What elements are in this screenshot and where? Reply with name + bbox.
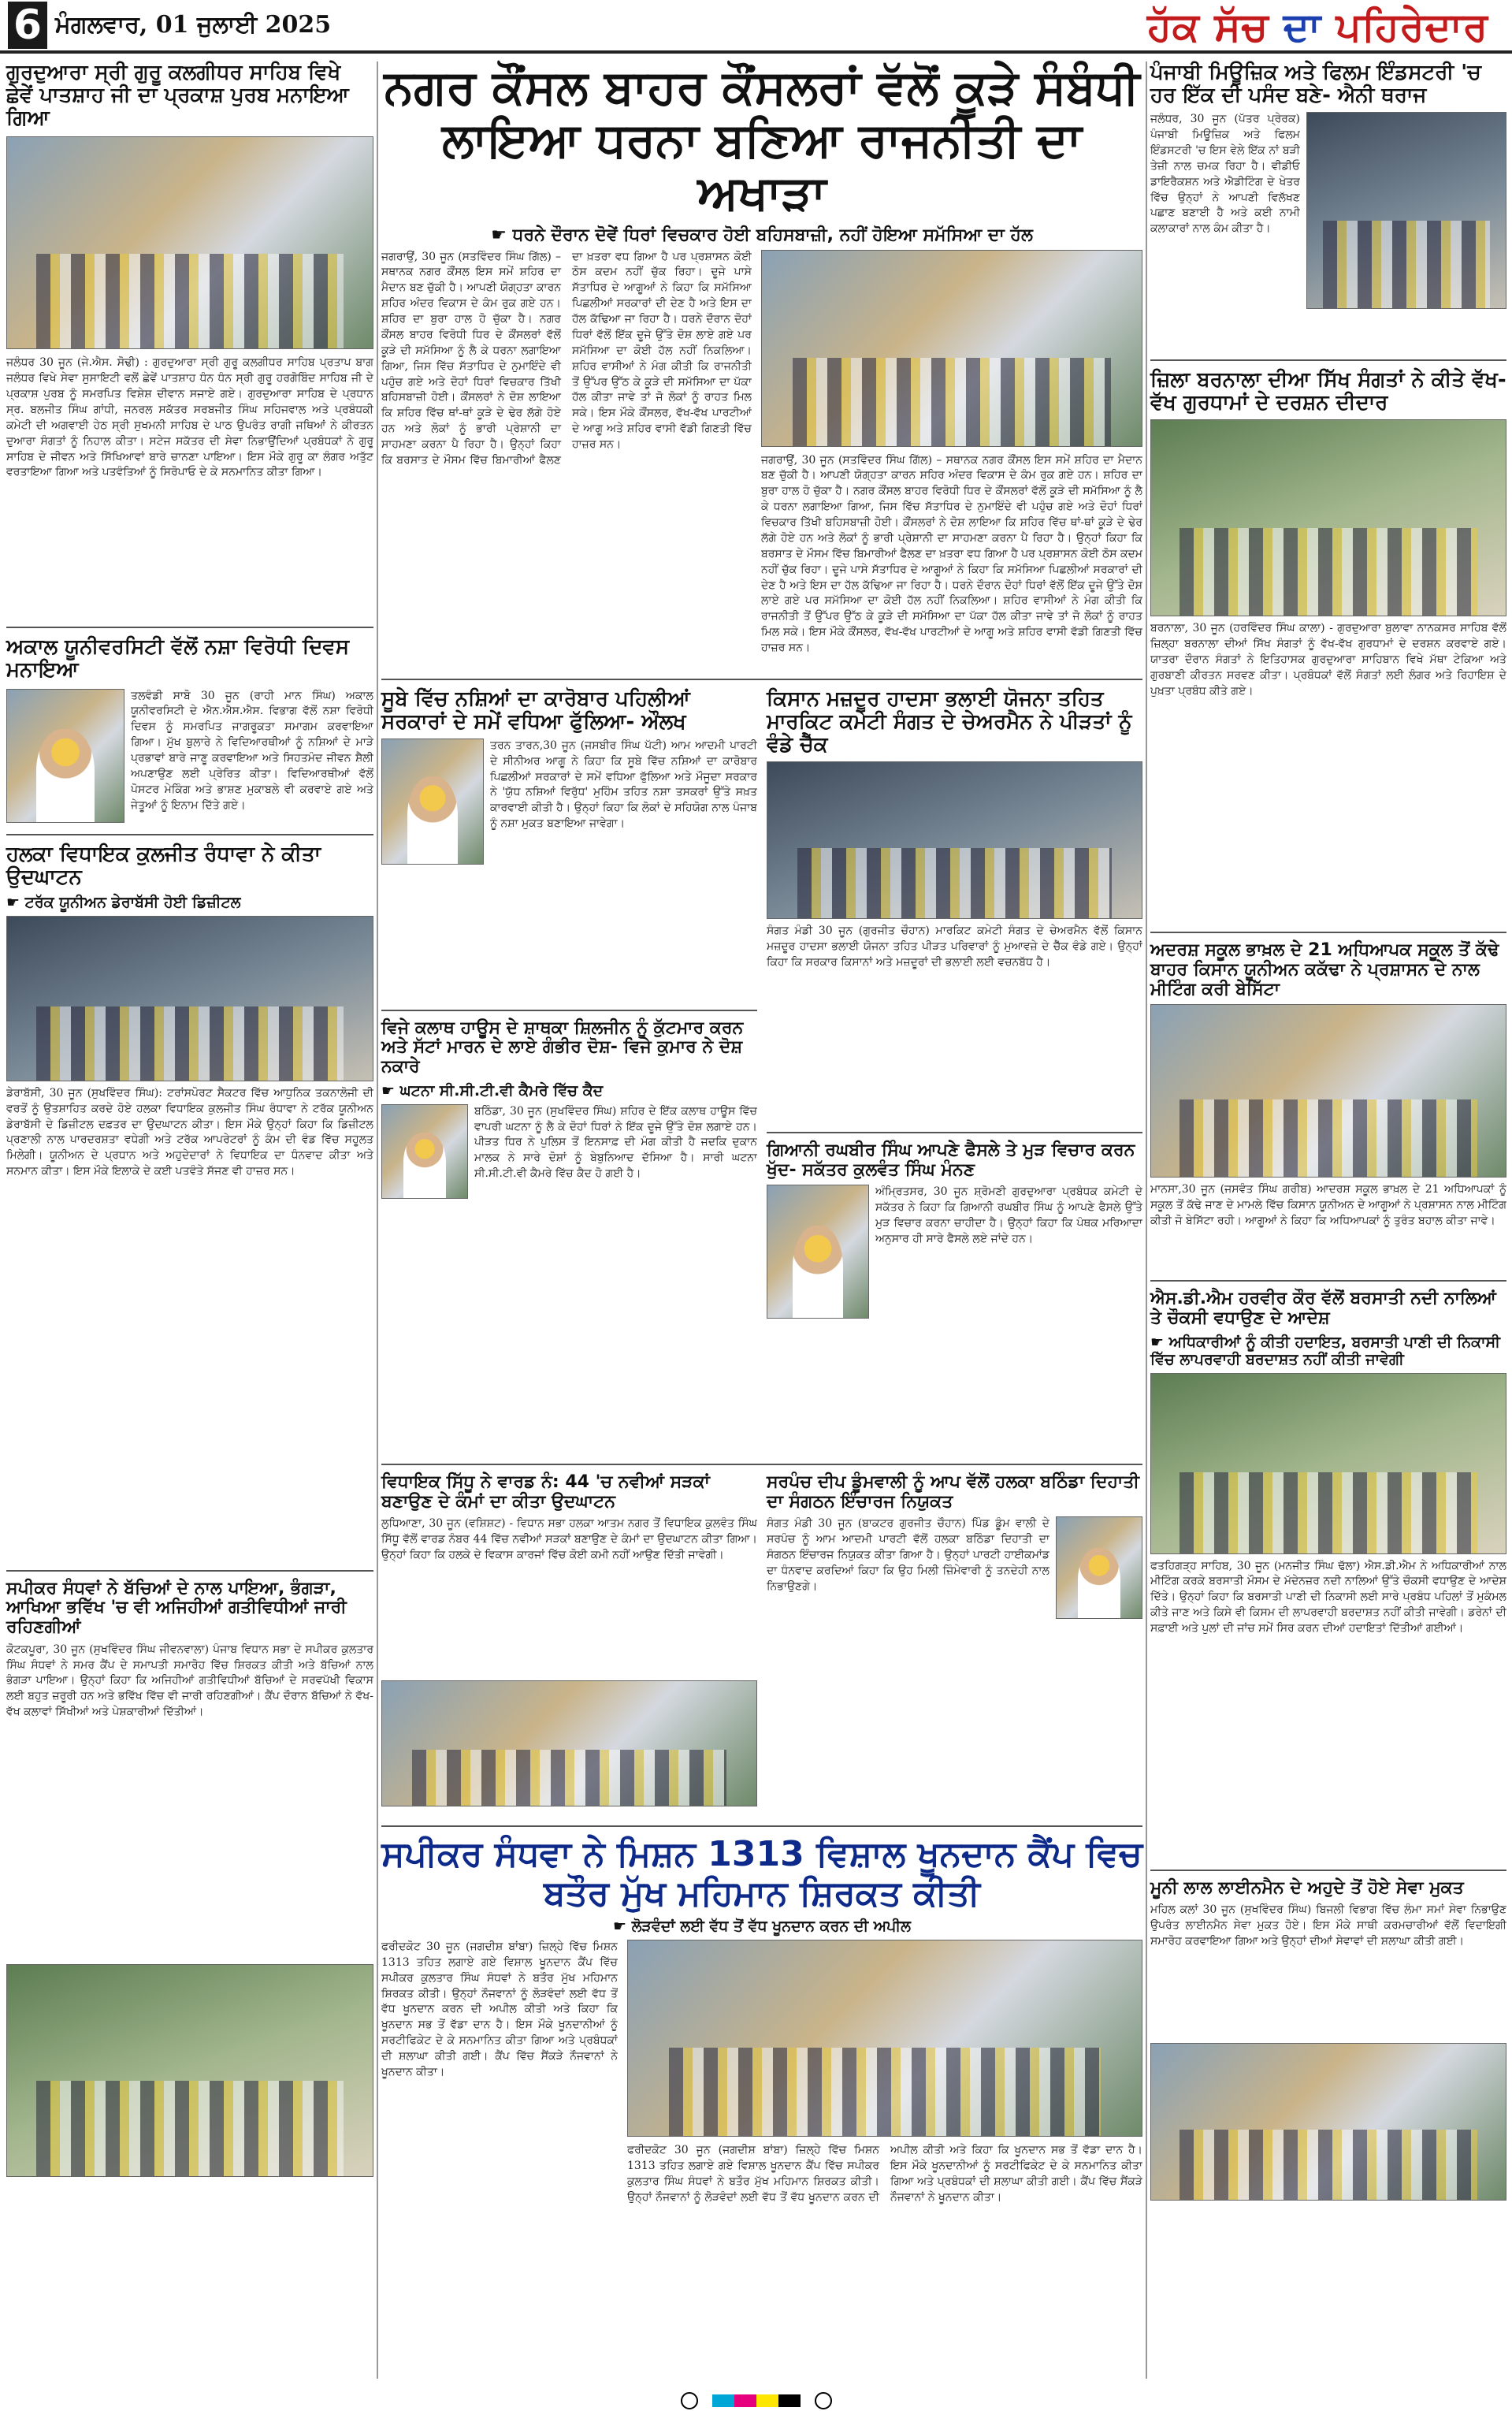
photo-gurdwara-event	[6, 136, 373, 349]
article-body: ਤਰਨ ਤਾਰਨ,30 ਜੂਨ (ਜਸਬੀਰ ਸਿੰਘ ਪੱਟੀ) ਆਮ ਆਦਮੀ ਪਾਰਟੀ ਦੇ ਸੀਨੀਅਰ ਆਗੂ ਨੇ ਕਿਹਾ ਕਿ ਸੂਬੇ ਵਿੱਚ ਨਸ਼ਿਆਂ ਦਾ ਕਾਰੋਬਾਰ ਪਿਛਲੀਆਂ ਸਰਕਾਰਾਂ ਦੇ ਸਮੇਂ ਵਧਿਆ ਫੁੱਲਿਆ ਅਤੇ ਮੌਜੂਦਾ ਸਰਕਾਰ ਨੇ 'ਯੁੱਧ ਨਸ਼ਿਆਂ ਵਿਰੁੱਧ' ਮੁਹਿੰਮ ਤਹਿਤ ਨਸ਼ਾ ਤਸਕਰਾਂ ਉੱਤੇ ਸਖ਼ਤ ਕਾਰਵਾਈ ਕੀਤੀ ਹੈ। ਉਨ੍ਹਾਂ ਕਿਹਾ ਕਿ ਲੋਕਾਂ ਦੇ ਸਹਿਯੋਗ ਨਾਲ ਪੰਜਾਬ ਨੂੰ ਨਸ਼ਾ ਮੁਕਤ ਬਣਾਇਆ ਜਾਵੇਗਾ।	[490, 739, 757, 831]
article-drugs	[381, 688, 757, 999]
divider	[381, 1464, 1142, 1465]
article-body: ਮਹਿਲ ਕਲਾਂ 30 ਜੂਨ (ਸੁਖਵਿੰਦਰ ਸਿੰਘ) ਬਿਜਲੀ ਵਿਭਾਗ ਵਿੱਚ ਲੰਮਾ ਸਮਾਂ ਸੇਵਾ ਨਿਭਾਉਣ ਉਪਰੰਤ ਲਾਈਨਮੈਨ ਸੇਵਾ ਮੁਕਤ ਹੋਏ। ਇਸ ਮੌਕੇ ਸਾਥੀ ਕਰਮਚਾਰੀਆਂ ਵੱਲੋਂ ਵਿਦਾਇਗੀ ਸਮਾਰੋਹ ਕਰਵਾਇਆ ਗਿਆ ਅਤੇ ਉਨ੍ਹਾਂ ਦੀਆਂ ਸੇਵਾਵਾਂ ਦੀ ਸ਼ਲਾਘਾ ਕੀਤੀ ਗਈ।	[1150, 1903, 1506, 1948]
article-cloth-house	[381, 1019, 757, 1435]
headline: ਜ਼ਿਲਾ ਬਰਨਾਲਾ ਦੀਆ ਸਿੱਖ ਸੰਗਤਾਂ ਨੇ ਕੀਤੇ ਵੱਖ- ਵੱਖ ਗੁਰਧਾਮਾਂ ਦੇ ਦਰਸ਼ਨ ਦੀਦਾਰ	[1150, 368, 1506, 415]
newspaper-logo	[1147, 3, 1488, 50]
right-column	[1150, 61, 1506, 2212]
photo-farewell	[1150, 2043, 1506, 2201]
divider	[1150, 1870, 1506, 1871]
masthead	[0, 0, 1512, 54]
article-body: ਕੋਟਕਪੂਰਾ, 30 ਜੂਨ (ਸੁਖਵਿੰਦਰ ਸਿੰਘ ਜੀਵਨਵਾਲਾ) ਪੰਜਾਬ ਵਿਧਾਨ ਸਭਾ ਦੇ ਸਪੀਕਰ ਕੁਲਤਾਰ ਸਿੰਘ ਸੰਧਵਾਂ ਨੇ ਸਮਰ ਕੈਂਪ ਦੇ ਸਮਾਪਤੀ ਸਮਾਰੋਹ ਵਿੱਚ ਸ਼ਿਰਕਤ ਕੀਤੀ ਅਤੇ ਬੱਚਿਆਂ ਨਾਲ ਭੰਗੜਾ ਪਾਇਆ। ਉਨ੍ਹਾਂ ਕਿਹਾ ਕਿ ਅਜਿਹੀਆਂ ਗਤੀਵਿਧੀਆਂ ਬੱਚਿਆਂ ਦੇ ਸਰਵਪੱਖੀ ਵਿਕਾਸ ਲਈ ਬਹੁਤ ਜ਼ਰੂਰੀ ਹਨ ਅਤੇ ਭਵਿੱਖ ਵਿੱਚ ਵੀ ਜਾਰੀ ਰਹਿਣਗੀਆਂ। ਕੈਂਪ ਦੌਰਾਨ ਬੱਚਿਆਂ ਨੇ ਵੱਖ-ਵੱਖ ਕਲਾਵਾਂ ਸਿੱਖੀਆਂ ਅਤੇ ਪੇਸ਼ਕਾਰੀਆਂ ਦਿੱਤੀਆਂ।	[6, 1643, 373, 1719]
article-lineman-retirement	[1150, 1879, 1506, 2201]
registration-mark-icon	[681, 2392, 698, 2409]
article-ward-44-roads	[381, 1473, 757, 1806]
article-gurdwara	[6, 61, 373, 616]
middle-column	[381, 61, 1142, 2321]
article-barnala-pilgrimage	[1150, 369, 1506, 921]
article-body: ਫਤਹਿਗੜ੍ਹ ਸਾਹਿਬ, 30 ਜੂਨ (ਮਨਜੀਤ ਸਿੰਘ ਢੱਲਾ) ਐਸ.ਡੀ.ਐਮ ਨੇ ਅਧਿਕਾਰੀਆਂ ਨਾਲ ਮੀਟਿੰਗ ਕਰਕੇ ਬਰਸਾਤੀ ਮੌਸਮ ਦੇ ਮੱਦੇਨਜ਼ਰ ਨਦੀ ਨਾਲਿਆਂ ਉੱਤੇ ਚੌਕਸੀ ਵਧਾਉਣ ਦੇ ਆਦੇਸ਼ ਦਿੱਤੇ। ਉਨ੍ਹਾਂ ਕਿਹਾ ਕਿ ਬਰਸਾਤੀ ਪਾਣੀ ਦੀ ਨਿਕਾਸੀ ਲਈ ਸਾਰੇ ਪ੍ਰਬੰਧ ਪਹਿਲਾਂ ਤੋਂ ਮੁਕੰਮਲ ਕੀਤੇ ਜਾਣ ਅਤੇ ਕਿਸੇ ਵੀ ਕਿਸਮ ਦੀ ਲਾਪਰਵਾਹੀ ਬਰਦਾਸ਼ਤ ਨਹੀਂ ਕੀਤੀ ਜਾਵੇਗੀ। ਡਰੇਨਾਂ ਦੀ ਸਫ਼ਾਈ ਅਤੇ ਪੁਲਾਂ ਦੀ ਜਾਂਚ ਸਮੇਂ ਸਿਰ ਕਰਨ ਦੀਆਂ ਹਦਾਇਤਾਂ ਦਿੱਤੀਆਂ ਗਈਆਂ।	[1150, 1559, 1506, 1635]
left-column	[6, 61, 373, 2188]
article-body: ਜਗਰਾਉਂ, 30 ਜੂਨ (ਸਤਵਿੰਦਰ ਸਿੰਘ ਗਿੱਲ) – ਸਥਾਨਕ ਨਗਰ ਕੌਂਸਲ ਇਸ ਸਮੇਂ ਸ਼ਹਿਰ ਦਾ ਮੈਦਾਨ ਬਣ ਚੁੱਕੀ ਹੈ। ਆਪਣੀ ਯੋਗ੍ਹਤਾ ਕਾਰਨ ਸ਼ਹਿਰ ਅੰਦਰ ਵਿਕਾਸ ਦੇ ਕੰਮ ਰੁਕ ਗਏ ਹਨ। ਸ਼ਹਿਰ ਦਾ ਬੁਰਾ ਹਾਲ ਹੋ ਚੁੱਕਾ ਹੈ। ਨਗਰ ਕੌਂਸਲ ਬਾਹਰ ਵਿਰੋਧੀ ਧਿਰ ਦੇ ਕੌਂਸਲਰਾਂ ਵੱਲੋਂ ਕੂੜੇ ਦੀ ਸਮੱਸਿਆ ਨੂੰ ਲੈ ਕੇ ਧਰਨਾ ਲਗਾਇਆ ਗਿਆ, ਜਿਸ ਵਿੱਚ ਸੱਤਾਧਿਰ ਦੇ ਨੁਮਾਇੰਦੇ ਵੀ ਪਹੁੰਚ ਗਏ ਅਤੇ ਦੋਹਾਂ ਧਿਰਾਂ ਵਿਚਕਾਰ ਤਿੱਖੀ ਬਹਿਸਬਾਜ਼ੀ ਹੋਈ। ਕੌਂਸਲਰਾਂ ਨੇ ਦੋਸ਼ ਲਾਇਆ ਕਿ ਸ਼ਹਿਰ ਵਿੱਚ ਥਾਂ-ਥਾਂ ਕੂੜੇ ਦੇ ਢੇਰ ਲੱਗੇ ਹੋਏ ਹਨ ਅਤੇ ਲੋਕਾਂ ਨੂੰ ਭਾਰੀ ਪ੍ਰੇਸ਼ਾਨੀ ਦਾ ਸਾਹਮਣਾ ਕਰਨਾ ਪੈ ਰਿਹਾ ਹੈ। ਉਨ੍ਹਾਂ ਕਿਹਾ ਕਿ ਬਰਸਾਤ ਦੇ ਮੌਸਮ ਵਿੱਚ ਬਿਮਾਰੀਆਂ ਫੈਲਣ ਦਾ ਖ਼ਤਰਾ ਵਧ ਗਿਆ ਹੈ ਪਰ ਪ੍ਰਸ਼ਾਸਨ ਕੋਈ ਠੋਸ ਕਦਮ ਨਹੀਂ ਚੁੱਕ ਰਿਹਾ। ਦੂਜੇ ਪਾਸੇ ਸੱਤਾਧਿਰ ਦੇ ਆਗੂਆਂ ਨੇ ਕਿਹਾ ਕਿ ਸਮੱਸਿਆ ਪਿਛਲੀਆਂ ਸਰਕਾਰਾਂ ਦੀ ਦੇਣ ਹੈ ਅਤੇ ਇਸ ਦਾ ਹੱਲ ਕੱਢਿਆ ਜਾ ਰਿਹਾ ਹੈ। ਧਰਨੇ ਦੌਰਾਨ ਦੋਹਾਂ ਧਿਰਾਂ ਵੱਲੋਂ ਇੱਕ ਦੂਜੇ ਉੱਤੇ ਦੋਸ਼ ਲਾਏ ਗਏ ਪਰ ਸਮੱਸਿਆ ਦਾ ਕੋਈ ਹੱਲ ਨਹੀਂ ਨਿਕਲਿਆ। ਸ਼ਹਿਰ ਵਾਸੀਆਂ ਨੇ ਮੰਗ ਕੀਤੀ ਕਿ ਰਾਜਨੀਤੀ ਤੋਂ ਉੱਪਰ ਉੱਠ ਕੇ ਕੂੜੇ ਦੀ ਸਮੱਸਿਆ ਦਾ ਪੱਕਾ ਹੱਲ ਕੀਤਾ ਜਾਵੇ ਤਾਂ ਜੋ ਲੋਕਾਂ ਨੂੰ ਰਾਹਤ ਮਿਲ ਸਕੇ। ਇਸ ਮੌਕੇ ਕੌਂਸਲਰ, ਵੱਖ-ਵੱਖ ਪਾਰਟੀਆਂ ਦੇ ਆਗੂ ਅਤੇ ਸ਼ਹਿਰ ਵਾਸੀ ਵੱਡੀ ਗਿਣਤੀ ਵਿੱਚ ਹਾਜ਼ਰ ਸਨ।	[381, 250, 752, 467]
headline: ਸਪੀਕਰ ਸੰਧਵਾ ਨੇ ਮਿਸ਼ਨ 1313 ਵਿਸ਼ਾਲ ਖੂਨਦਾਨ ਕੈਂਪ ਵਿਚ ਬਤੌਰ ਮੁੱਖ ਮਹਿਮਾਨ ਸ਼ਿਰਕਤ ਕੀਤੀ	[381, 1834, 1142, 1914]
subheadline: ☛ ਟਰੱਕ ਯੂਨੀਅਨ ਡੇਰਾਬੱਸੀ ਹੋਈ ਡਿਜ਼ੀਟਲ	[6, 894, 373, 911]
registration-mark-icon	[815, 2392, 832, 2409]
photo-complainant	[381, 1104, 468, 1199]
article-body: ਬਰਨਾਲਾ, 30 ਜੂਨ (ਹਰਵਿੰਦਰ ਸਿੰਘ ਕਾਲਾ) - ਗੁਰਦੁਆਰਾ ਬੁਲਾਵਾ ਨਾਨਕਸਰ ਸਾਹਿਬ ਵੱਲੋਂ ਜ਼ਿਲ੍ਹਾ ਬਰਨਾਲਾ ਦੀਆਂ ਸਿੱਖ ਸੰਗਤਾਂ ਨੂੰ ਵੱਖ-ਵੱਖ ਗੁਰਧਾਮਾਂ ਦੇ ਦਰਸ਼ਨ ਕਰਵਾਏ ਗਏ। ਯਾਤਰਾ ਦੌਰਾਨ ਸੰਗਤਾਂ ਨੇ ਇਤਿਹਾਸਕ ਗੁਰਦੁਆਰਾ ਸਾਹਿਬਾਨ ਵਿਖੇ ਮੱਥਾ ਟੇਕਿਆ ਅਤੇ ਗੁਰਬਾਣੀ ਕੀਰਤਨ ਸਰਵਣ ਕੀਤਾ। ਪ੍ਰਬੰਧਕਾਂ ਵੱਲੋਂ ਸੰਗਤਾਂ ਲਈ ਲੰਗਰ ਅਤੇ ਰਿਹਾਇਸ਼ ਦੇ ਪੁਖ਼ਤਾ ਪ੍ਰਬੰਧ ਕੀਤੇ ਗਏ।	[1150, 622, 1506, 698]
article-body: ਅੰਮ੍ਰਿਤਸਰ, 30 ਜੂਨ ਸ਼੍ਰੋਮਣੀ ਗੁਰਦੁਆਰਾ ਪ੍ਰਬੰਧਕ ਕਮੇਟੀ ਦੇ ਸਕੱਤਰ ਨੇ ਕਿਹਾ ਕਿ ਗਿਆਨੀ ਰਘਬੀਰ ਸਿੰਘ ਨੂੰ ਆਪਣੇ ਫੈਸਲੇ ਉੱਤੇ ਮੁੜ ਵਿਚਾਰ ਕਰਨਾ ਚਾਹੀਦਾ ਹੈ। ਉਨ੍ਹਾਂ ਕਿਹਾ ਕਿ ਪੰਥਕ ਮਰਿਆਦਾ ਅਨੁਸਾਰ ਹੀ ਸਾਰੇ ਫੈਸਲੇ ਲਏ ਜਾਂਦੇ ਹਨ।	[875, 1185, 1142, 1245]
article-body: ਜਲੰਧਰ, 30 ਜੂਨ (ਪੱਤਰ ਪ੍ਰੇਰਕ) ਪੰਜਾਬੀ ਮਿਊਜ਼ਿਕ ਅਤੇ ਫਿਲਮ ਇੰਡਸਟਰੀ 'ਚ ਇਸ ਵੇਲੇ ਇੱਕ ਨਾਂ ਬੜੀ ਤੇਜ਼ੀ ਨਾਲ ਚਮਕ ਰਿਹਾ ਹੈ। ਵੀਡੀਓ ਡਾਇਰੈਕਸ਼ਨ ਅਤੇ ਐਡੀਟਿੰਗ ਦੇ ਖੇਤਰ ਵਿੱਚ ਉਨ੍ਹਾਂ ਨੇ ਆਪਣੀ ਵਿਲੱਖਣ ਪਛਾਣ ਬਣਾਈ ਹੈ ਅਤੇ ਕਈ ਨਾਮੀ ਕਲਾਕਾਰਾਂ ਨਾਲ ਕੰਮ ਕੀਤਾ ਹੈ।	[1150, 113, 1300, 236]
photo-cheque-distribution	[767, 761, 1142, 919]
headline: ਗਿਆਨੀ ਰਘਬੀਰ ਸਿੰਘ ਆਪਣੇ ਫੈਸਲੇ ਤੇ ਮੁੜ ਵਿਚਾਰ ਕਰਨ ਖੁੱਦ- ਸਕੱਤਰ ਕੁਲਵੰਤ ਸਿੰਘ ਮੰਨਣ	[767, 1140, 1135, 1180]
article-farmer-cheques	[767, 688, 1142, 1121]
photo-kulwant-singh	[767, 1185, 869, 1319]
subheadline: ☛ ਘਟਨਾ ਸੀ.ਸੀ.ਟੀ.ਵੀ ਕੈਮਰੇ ਵਿੱਚ ਕੈਦ	[381, 1082, 757, 1099]
article-body: ਜਲੰਧਰ 30 ਜੂਨ (ਜੇ.ਐਸ. ਸੋਢੀ) : ਗੁਰਦੁਆਰਾ ਸ੍ਰੀ ਗੁਰੂ ਕਲਗੀਧਰ ਸਾਹਿਬ ਪ੍ਰਤਾਪ ਬਾਗ ਜਲੰਧਰ ਵਿਖੇ ਸੇਵਾ ਸੁਸਾਇਟੀ ਵਲੋਂ ਛੇਵੇਂ ਪਾਤਸ਼ਾਹ ਧੰਨ ਧੰਨ ਸ੍ਰੀ ਗੁਰੂ ਹਰਗੋਬਿੰਦ ਸਾਹਿਬ ਜੀ ਦੇ ਪ੍ਰਕਾਸ਼ ਪੁਰਬ ਨੂੰ ਸਮਰਪਿਤ ਵਿਸ਼ੇਸ਼ ਦੀਵਾਨ ਸਜਾਏ ਗਏ। ਗੁਰਦੁਆਰਾ ਸਾਹਿਬ ਦੇ ਪ੍ਰਧਾਨ ਸ੍ਰ. ਬਲਜੀਤ ਸਿੰਘ ਗਾਂਧੀ, ਜਨਰਲ ਸਕੱਤਰ ਸਰਬਜੀਤ ਸਿੰਘ ਸਹਿਜਵਾਲ ਅਤੇ ਪ੍ਰਬੰਧਕੀ ਕਮੇਟੀ ਦੀ ਅਗਵਾਈ ਹੇਠ ਸ੍ਰੀ ਸੁਖਮਨੀ ਸਾਹਿਬ ਦੇ ਪਾਠ ਉਪਰੰਤ ਰਾਗੀ ਜਥਿਆਂ ਨੇ ਕੀਰਤਨ ਦੁਆਰਾ ਸੰਗਤਾਂ ਨੂੰ ਨਿਹਾਲ ਕੀਤਾ। ਸਟੇਜ ਸਕੱਤਰ ਦੀ ਸੇਵਾ ਨਿਭਾਉਂਦਿਆਂ ਪ੍ਰਬੰਧਕਾਂ ਨੇ ਗੁਰੂ ਸਾਹਿਬ ਦੇ ਜੀਵਨ ਅਤੇ ਸਿੱਖਿਆਵਾਂ ਬਾਰੇ ਚਾਨਣਾ ਪਾਇਆ। ਇਸ ਮੌਕੇ ਗੁਰੂ ਕਾ ਲੰਗਰ ਅਤੁੱਟ ਵਰਤਾਇਆ ਗਿਆ ਅਤੇ ਪਤਵੰਤਿਆਂ ਨੂੰ ਸਿਰੋਪਾਓ ਦੇ ਕੇ ਸਨਮਾਨਿਤ ਕੀਤਾ ਗਿਆ।	[6, 356, 373, 479]
article-giani-raghbir	[767, 1141, 1142, 1445]
article-body: ਡੇਰਾਬੱਸੀ, 30 ਜੂਨ (ਸੁਖਵਿੰਦਰ ਸਿੰਘ): ਟਰਾਂਸਪੋਰਟ ਸੈਕਟਰ ਵਿੱਚ ਆਧੁਨਿਕ ਤਕਨਾਲੋਜੀ ਦੀ ਵਰਤੋਂ ਨੂੰ ਉਤਸ਼ਾਹਿਤ ਕਰਦੇ ਹੋਏ ਹਲਕਾ ਵਿਧਾਇਕ ਕੁਲਜੀਤ ਸਿੰਘ ਰੰਧਾਵਾ ਨੇ ਟਰੱਕ ਯੂਨੀਅਨ ਡੇਰਾਬੱਸੀ ਦੇ ਡਿਜ਼ੀਟਲ ਦਫ਼ਤਰ ਦਾ ਉਦਘਾਟਨ ਕੀਤਾ। ਇਸ ਮੌਕੇ ਉਨ੍ਹਾਂ ਕਿਹਾ ਕਿ ਡਿਜ਼ੀਟਲ ਪ੍ਰਣਾਲੀ ਨਾਲ ਪਾਰਦਰਸ਼ਤਾ ਵਧੇਗੀ ਅਤੇ ਟਰੱਕ ਆਪਰੇਟਰਾਂ ਨੂੰ ਕੰਮ ਦੀ ਵੰਡ ਵਿੱਚ ਸਹੂਲਤ ਮਿਲੇਗੀ। ਯੂਨੀਅਨ ਦੇ ਪ੍ਰਧਾਨ ਅਤੇ ਅਹੁਦੇਦਾਰਾਂ ਨੇ ਵਿਧਾਇਕ ਦਾ ਧੰਨਵਾਦ ਕੀਤਾ ਅਤੇ ਸਨਮਾਨ ਕੀਤਾ। ਇਸ ਮੌਕੇ ਇਲਾਕੇ ਦੇ ਕਈ ਪਤਵੰਤੇ ਸੱਜਣ ਵੀ ਹਾਜ਼ਰ ਸਨ।	[6, 1086, 373, 1178]
photo-drain-inspection	[1150, 1373, 1506, 1554]
brand-left: ਹੱਕ ਸੱਚ	[1147, 3, 1284, 50]
headline: ਸਰਪੰਚ ਦੀਪ ਡੂੰਮਵਾਲੀ ਨੂੰ ਆਪ ਵੱਲੋਂ ਹਲਕਾ ਬਠਿੰਡਾ ਦਿਹਾਤੀ ਦਾ ਸੰਗਠਨ ਇੰਚਾਰਜ ਨਿਯੁਕਤ	[767, 1472, 1140, 1512]
color-swatch-magenta	[734, 2394, 756, 2407]
photo-blood-camp	[627, 1940, 1142, 2137]
photo-sangat-group	[1150, 419, 1506, 616]
article-body-continued: ਜਗਰਾਉਂ, 30 ਜੂਨ (ਸਤਵਿੰਦਰ ਸਿੰਘ ਗਿੱਲ) – ਸਥਾਨਕ ਨਗਰ ਕੌਂਸਲ ਇਸ ਸਮੇਂ ਸ਼ਹਿਰ ਦਾ ਮੈਦਾਨ ਬਣ ਚੁੱਕੀ ਹੈ। ਆਪਣੀ ਯੋਗ੍ਹਤਾ ਕਾਰਨ ਸ਼ਹਿਰ ਅੰਦਰ ਵਿਕਾਸ ਦੇ ਕੰਮ ਰੁਕ ਗਏ ਹਨ। ਸ਼ਹਿਰ ਦਾ ਬੁਰਾ ਹਾਲ ਹੋ ਚੁੱਕਾ ਹੈ। ਨਗਰ ਕੌਂਸਲ ਬਾਹਰ ਵਿਰੋਧੀ ਧਿਰ ਦੇ ਕੌਂਸਲਰਾਂ ਵੱਲੋਂ ਕੂੜੇ ਦੀ ਸਮੱਸਿਆ ਨੂੰ ਲੈ ਕੇ ਧਰਨਾ ਲਗਾਇਆ ਗਿਆ, ਜਿਸ ਵਿੱਚ ਸੱਤਾਧਿਰ ਦੇ ਨੁਮਾਇੰਦੇ ਵੀ ਪਹੁੰਚ ਗਏ ਅਤੇ ਦੋਹਾਂ ਧਿਰਾਂ ਵਿਚਕਾਰ ਤਿੱਖੀ ਬਹਿਸਬਾਜ਼ੀ ਹੋਈ। ਕੌਂਸਲਰਾਂ ਨੇ ਦੋਸ਼ ਲਾਇਆ ਕਿ ਸ਼ਹਿਰ ਵਿੱਚ ਥਾਂ-ਥਾਂ ਕੂੜੇ ਦੇ ਢੇਰ ਲੱਗੇ ਹੋਏ ਹਨ ਅਤੇ ਲੋਕਾਂ ਨੂੰ ਭਾਰੀ ਪ੍ਰੇਸ਼ਾਨੀ ਦਾ ਸਾਹਮਣਾ ਕਰਨਾ ਪੈ ਰਿਹਾ ਹੈ। ਉਨ੍ਹਾਂ ਕਿਹਾ ਕਿ ਬਰਸਾਤ ਦੇ ਮੌਸਮ ਵਿੱਚ ਬਿਮਾਰੀਆਂ ਫੈਲਣ ਦਾ ਖ਼ਤਰਾ ਵਧ ਗਿਆ ਹੈ ਪਰ ਪ੍ਰਸ਼ਾਸਨ ਕੋਈ ਠੋਸ ਕਦਮ ਨਹੀਂ ਚੁੱਕ ਰਿਹਾ। ਦੂਜੇ ਪਾਸੇ ਸੱਤਾਧਿਰ ਦੇ ਆਗੂਆਂ ਨੇ ਕਿਹਾ ਕਿ ਸਮੱਸਿਆ ਪਿਛਲੀਆਂ ਸਰਕਾਰਾਂ ਦੀ ਦੇਣ ਹੈ ਅਤੇ ਇਸ ਦਾ ਹੱਲ ਕੱਢਿਆ ਜਾ ਰਿਹਾ ਹੈ। ਧਰਨੇ ਦੌਰਾਨ ਦੋਹਾਂ ਧਿਰਾਂ ਵੱਲੋਂ ਇੱਕ ਦੂਜੇ ਉੱਤੇ ਦੋਸ਼ ਲਾਏ ਗਏ ਪਰ ਸਮੱਸਿਆ ਦਾ ਕੋਈ ਹੱਲ ਨਹੀਂ ਨਿਕਲਿਆ। ਸ਼ਹਿਰ ਵਾਸੀਆਂ ਨੇ ਮੰਗ ਕੀਤੀ ਕਿ ਰਾਜਨੀਤੀ ਤੋਂ ਉੱਪਰ ਉੱਠ ਕੇ ਕੂੜੇ ਦੀ ਸਮੱਸਿਆ ਦਾ ਪੱਕਾ ਹੱਲ ਕੀਤਾ ਜਾਵੇ ਤਾਂ ਜੋ ਲੋਕਾਂ ਨੂੰ ਰਾਹਤ ਮਿਲ ਸਕੇ। ਇਸ ਮੌਕੇ ਕੌਂਸਲਰ, ਵੱਖ-ਵੱਖ ਪਾਰਟੀਆਂ ਦੇ ਆਗੂ ਅਤੇ ਸ਼ਹਿਰ ਵਾਸੀ ਵੱਡੀ ਗਿਣਤੀ ਵਿੱਚ ਹਾਜ਼ਰ ਸਨ।	[761, 453, 1142, 655]
color-swatch-cyan	[712, 2394, 734, 2407]
page-number: 6	[8, 2, 47, 49]
article-body: ਸੰਗਤ ਮੰਡੀ 30 ਜੂਨ (ਬਾਕਟਰ ਗੁਰਜੀਤ ਚੌਹਾਨ) ਪਿੰਡ ਡੂੰਮ ਵਾਲੀ ਦੇ ਸਰਪੰਚ ਨੂੰ ਆਮ ਆਦਮੀ ਪਾਰਟੀ ਵੱਲੋਂ ਹਲਕਾ ਬਠਿੰਡਾ ਦਿਹਾਤੀ ਦਾ ਸੰਗਠਨ ਇੰਚਾਰਜ ਨਿਯੁਕਤ ਕੀਤਾ ਗਿਆ ਹੈ। ਉਨ੍ਹਾਂ ਪਾਰਟੀ ਹਾਈਕਮਾਂਡ ਦਾ ਧੰਨਵਾਦ ਕਰਦਿਆਂ ਕਿਹਾ ਕਿ ਉਹ ਮਿਲੀ ਜ਼ਿੰਮੇਵਾਰੀ ਨੂੰ ਤਨਦੇਹੀ ਨਾਲ ਨਿਭਾਉਣਗੇ।	[767, 1517, 1049, 1593]
headline: ਸਪੀਕਰ ਸੰਧਵਾਂ ਨੇ ਬੱਚਿਆਂ ਦੇ ਨਾਲ ਪਾਇਆ, ਭੰਗੜਾ, ਆਖਿਆ ਭਵਿੱਖ 'ਚ ਵੀ ਅਜਿਹੀਆਂ ਗਤੀਵਿਧੀਆਂ ਜਾਰੀ ਰਹਿਣਗੀਆਂ	[6, 1578, 347, 1638]
print-registration-bar	[0, 2391, 1512, 2411]
article-body: ਫਰੀਦਕੋਟ 30 ਜੂਨ (ਜਗਦੀਸ਼ ਬਾਂਬਾ) ਜ਼ਿਲ੍ਹੇ ਵਿੱਚ ਮਿਸ਼ਨ 1313 ਤਹਿਤ ਲਗਾਏ ਗਏ ਵਿਸ਼ਾਲ ਖੂਨਦਾਨ ਕੈਂਪ ਵਿੱਚ ਸਪੀਕਰ ਕੁਲਤਾਰ ਸਿੰਘ ਸੰਧਵਾਂ ਨੇ ਬਤੌਰ ਮੁੱਖ ਮਹਿਮਾਨ ਸ਼ਿਰਕਤ ਕੀਤੀ। ਉਨ੍ਹਾਂ ਨੌਜਵਾਨਾਂ ਨੂੰ ਲੋੜਵੰਦਾਂ ਲਈ ਵੱਧ ਤੋਂ ਵੱਧ ਖੂਨਦਾਨ ਕਰਨ ਦੀ ਅਪੀਲ ਕੀਤੀ ਅਤੇ ਕਿਹਾ ਕਿ ਖੂਨਦਾਨ ਸਭ ਤੋਂ ਵੱਡਾ ਦਾਨ ਹੈ। ਇਸ ਮੌਕੇ ਖੂਨਦਾਨੀਆਂ ਨੂੰ ਸਰਟੀਫਿਕੇਟ ਦੇ ਕੇ ਸਨਮਾਨਿਤ ਕੀਤਾ ਗਿਆ ਅਤੇ ਪ੍ਰਬੰਧਕਾਂ ਦੀ ਸ਼ਲਾਘਾ ਕੀਤੀ ਗਈ। ਕੈਂਪ ਵਿੱਚ ਸੈਂਕੜੇ ਨੌਜਵਾਨਾਂ ਨੇ ਖੂਨਦਾਨ ਕੀਤਾ।	[381, 1940, 618, 2078]
divider	[381, 1825, 1142, 1827]
headline: ਗੁਰਦੁਆਰਾ ਸ੍ਰੀ ਗੁਰੂ ਕਲਗੀਧਰ ਸਾਹਿਬ ਵਿਖੇ ਛੇਵੇਂ ਪਾਤਸ਼ਾਹ ਜੀ ਦਾ ਪ੍ਰਕਾਸ਼ ਪੁਰਬ ਮਨਾਇਆ ਗਿਆ	[6, 61, 349, 131]
article-sarpanch-appointment	[767, 1473, 1142, 1806]
divider	[6, 834, 373, 835]
photo-aulakh	[381, 739, 484, 865]
article-body: ਸੰਗਤ ਮੰਡੀ 30 ਜੂਨ (ਗੁਰਜੀਤ ਚੌਹਾਨ) ਮਾਰਕਿਟ ਕਮੇਟੀ ਸੰਗਤ ਦੇ ਚੇਅਰਮੈਨ ਵੱਲੋਂ ਕਿਸਾਨ ਮਜ਼ਦੂਰ ਹਾਦਸਾ ਭਲਾਈ ਯੋਜਨਾ ਤਹਿਤ ਪੀੜਤ ਪਰਿਵਾਰਾਂ ਨੂੰ ਮੁਆਵਜ਼ੇ ਦੇ ਚੈੱਕ ਵੰਡੇ ਗਏ। ਉਨ੍ਹਾਂ ਕਿਹਾ ਕਿ ਸਰਕਾਰ ਕਿਸਾਨਾਂ ਅਤੇ ਮਜ਼ਦੂਰਾਂ ਦੀ ਭਲਾਈ ਲਈ ਵਚਨਬੱਧ ਹੈ।	[767, 924, 1142, 969]
article-blood-donation	[381, 1835, 1142, 2310]
headline: ਸੂਬੇ ਵਿੱਚ ਨਸ਼ਿਆਂ ਦਾ ਕਾਰੋਬਾਰ ਪਹਿਲੀਆਂ ਸਰਕਾਰਾਂ ਦੇ ਸਮੇਂ ਵਧਿਆ ਫੁੱਲਿਆ- ਔਲਖ	[381, 686, 690, 734]
headline: ਐਸ.ਡੀ.ਐਮ ਹਰਵੀਰ ਕੌਰ ਵੱਲੋਂ ਬਰਸਾਤੀ ਨਦੀ ਨਾਲਿਆਂ ਤੇ ਚੌਕਸੀ ਵਧਾਉਣ ਦੇ ਆਦੇਸ਼	[1150, 1289, 1496, 1328]
color-swatch-yellow	[756, 2394, 778, 2407]
color-swatch-black	[778, 2394, 801, 2407]
column-divider	[377, 61, 378, 2379]
headline: ਵਿਜੇ ਕਲਾਥ ਹਾਊਸ ਦੇ ਸ਼ਾਥਕਾ ਸ਼ਿਲਜੀਨ ਨੂੰ ਕੁੱਟਮਾਰ ਕਰਨ ਅਤੇ ਸੱਟਾਂ ਮਾਰਨ ਦੇ ਲਾਏ ਗੰਭੀਰ ਦੋਸ਼- ਵਿਜੇ ਕੁਮਾਰ ਨੇ ਦੋਸ਼ ਨਕਾਰੇ	[381, 1018, 744, 1077]
subheadline: ☛ ਲੋੜਵੰਦਾਂ ਲਈ ਵੱਧ ਤੋਂ ਵੱਧ ਖੂਨਦਾਨ ਕਰਨ ਦੀ ਅਪੀਲ	[381, 1918, 1142, 1935]
divider	[381, 1010, 757, 1011]
issue-date: ਮੰਗਲਵਾਰ, 01 ਜੁਲਾਈ 2025	[55, 11, 332, 39]
subheadline: ☛ ਅਧਿਕਾਰੀਆਂ ਨੂੰ ਕੀਤੀ ਹਦਾਇਤ, ਬਰਸਾਤੀ ਪਾਣੀ ਦੀ ਨਿਕਾਸੀ ਵਿੱਚ ਲਾਪਰਵਾਹੀ ਬਰਦਾਸ਼ਤ ਨਹੀਂ ਕੀਤੀ ਜਾਵੇਗੀ	[1150, 1334, 1506, 1368]
article-body-continued: ਫਰੀਦਕੋਟ 30 ਜੂਨ (ਜਗਦੀਸ਼ ਬਾਂਬਾ) ਜ਼ਿਲ੍ਹੇ ਵਿੱਚ ਮਿਸ਼ਨ 1313 ਤਹਿਤ ਲਗਾਏ ਗਏ ਵਿਸ਼ਾਲ ਖੂਨਦਾਨ ਕੈਂਪ ਵਿੱਚ ਸਪੀਕਰ ਕੁਲਤਾਰ ਸਿੰਘ ਸੰਧਵਾਂ ਨੇ ਬਤੌਰ ਮੁੱਖ ਮਹਿਮਾਨ ਸ਼ਿਰਕਤ ਕੀਤੀ। ਉਨ੍ਹਾਂ ਨੌਜਵਾਨਾਂ ਨੂੰ ਲੋੜਵੰਦਾਂ ਲਈ ਵੱਧ ਤੋਂ ਵੱਧ ਖੂਨਦਾਨ ਕਰਨ ਦੀ ਅਪੀਲ ਕੀਤੀ ਅਤੇ ਕਿਹਾ ਕਿ ਖੂਨਦਾਨ ਸਭ ਤੋਂ ਵੱਡਾ ਦਾਨ ਹੈ। ਇਸ ਮੌਕੇ ਖੂਨਦਾਨੀਆਂ ਨੂੰ ਸਰਟੀਫਿਕੇਟ ਦੇ ਕੇ ਸਨਮਾਨਿਤ ਕੀਤਾ ਗਿਆ ਅਤੇ ਪ੍ਰਬੰਧਕਾਂ ਦੀ ਸ਼ਲਾਘਾ ਕੀਤੀ ਗਈ। ਕੈਂਪ ਵਿੱਚ ਸੈਂਕੜੇ ਨੌਜਵਾਨਾਂ ਨੇ ਖੂਨਦਾਨ ਕੀਤਾ।	[627, 2143, 1142, 2204]
headline: ਅਦਰਸ਼ ਸਕੂਲ ਭਾਖ਼ਲ ਦੇ 21 ਅਧਿਆਪਕ ਸਕੂਲ ਤੋਂ ਕੱਢੇ ਬਾਹਰ ਕਿਸਾਨ ਯੂਨੀਅਨ ਕਕੱਢਾ ਨੇ ਪ੍ਰਸ਼ਾਸਨ ਦੇ ਨਾਲ ਮੀਟਿੰਗ ਕਰੀ ਬੇਸਿੱਟਾ	[1150, 940, 1499, 999]
article-sdm-drains	[1150, 1289, 1506, 1858]
headline: ਹਲਕਾ ਵਿਧਾਇਕ ਕੁਲਜੀਤ ਰੰਧਾਵਾ ਨੇ ਕੀਤਾ ਉਦਘਾਟਨ	[6, 842, 321, 889]
photo-road-inauguration	[381, 1680, 757, 1806]
photo-protest	[761, 250, 1142, 447]
headline: ਅਕਾਲ ਯੂਨੀਵਰਸਿਟੀ ਵੱਲੋਂ ਨਸ਼ਾ ਵਿਰੋਧੀ ਦਿਵਸ ਮਨਾਇਆ	[6, 635, 350, 683]
headline: ਕਿਸਾਨ ਮਜ਼ਦੂਰ ਹਾਦਸਾ ਭਲਾਈ ਯੋਜਨਾ ਤਹਿਤ ਮਾਰਕਿਟ ਕਮੇਟੀ ਸੰਗਤ ਦੇ ਚੇਅਰਮੈਨ ਨੇ ਪੀੜਤਾਂ ਨੂੰ ਵੰਡੇ ਚੈੱਕ	[767, 686, 1132, 757]
article-speaker-bhangra	[6, 1579, 373, 2177]
photo-sarpanch	[1056, 1516, 1142, 1619]
photo-speaker	[6, 689, 124, 823]
divider	[6, 1570, 373, 1572]
article-truck-union	[6, 843, 373, 1559]
article-body: ਬਠਿੰਡਾ, 30 ਜੂਨ (ਸੁਖਵਿੰਦਰ ਸਿੰਘ) ਸ਼ਹਿਰ ਦੇ ਇੱਕ ਕਲਾਥ ਹਾਊਸ ਵਿੱਚ ਵਾਪਰੀ ਘਟਨਾ ਨੂੰ ਲੈ ਕੇ ਦੋਹਾਂ ਧਿਰਾਂ ਨੇ ਇੱਕ ਦੂਜੇ ਉੱਤੇ ਦੋਸ਼ ਲਗਾਏ ਹਨ। ਪੀੜਤ ਧਿਰ ਨੇ ਪੁਲਿਸ ਤੋਂ ਇਨਸਾਫ਼ ਦੀ ਮੰਗ ਕੀਤੀ ਹੈ ਜਦਕਿ ਦੁਕਾਨ ਮਾਲਕ ਨੇ ਸਾਰੇ ਦੋਸ਼ਾਂ ਨੂੰ ਬੇਬੁਨਿਆਦ ਦੱਸਿਆ ਹੈ। ਸਾਰੀ ਘਟਨਾ ਸੀ.ਸੀ.ਟੀ.ਵੀ ਕੈਮਰੇ ਵਿੱਚ ਕੈਦ ਹੋ ਗਈ ਹੈ।	[474, 1104, 757, 1181]
article-body: ਲੁਧਿਆਣਾ, 30 ਜੂਨ (ਵਸ਼ਿਸ਼ਟ) - ਵਿਧਾਨ ਸਭਾ ਹਲਕਾ ਆਤਮ ਨਗਰ ਤੋਂ ਵਿਧਾਇਕ ਕੁਲਵੰਤ ਸਿੰਘ ਸਿੱਧੂ ਵੱਲੋਂ ਵਾਰਡ ਨੰਬਰ 44 ਵਿੱਚ ਨਵੀਆਂ ਸੜਕਾਂ ਬਣਾਉਣ ਦੇ ਕੰਮਾਂ ਦਾ ਉਦਘਾਟਨ ਕੀਤਾ ਗਿਆ। ਉਨ੍ਹਾਂ ਕਿਹਾ ਕਿ ਹਲਕੇ ਦੇ ਵਿਕਾਸ ਕਾਰਜਾਂ ਵਿੱਚ ਕੋਈ ਕਮੀ ਨਹੀਂ ਆਉਣ ਦਿੱਤੀ ਜਾਵੇਗੀ।	[381, 1517, 757, 1562]
brand-mid: ਦਾ	[1283, 3, 1322, 50]
divider	[1150, 359, 1506, 361]
divider	[381, 679, 1142, 680]
headline: ਪੰਜਾਬੀ ਮਿਊਜ਼ਿਕ ਅਤੇ ਫਿਲਮ ਇੰਡਸਟਰੀ 'ਚ ਹਰ ਇੱਕ ਦੀ ਪਸੰਦ ਬਣੇ- ਐਨੀ ਥਰਾਜ	[1150, 61, 1481, 108]
brand-right: ਪਹਿਰੇਦਾਰ	[1321, 3, 1488, 50]
headline: ਵਿਧਾਇਕ ਸਿੱਧੂ ਨੇ ਵਾਰਡ ਨੰ: 44 'ਚ ਨਵੀਆਂ ਸੜਕਾਂ ਬਣਾਉਣ ਦੇ ਕੰਮਾਂ ਦਾ ਕੀਤਾ ਉਦਘਾਟਨ	[381, 1472, 710, 1512]
divider	[1150, 932, 1506, 933]
photo-summer-camp	[6, 1964, 373, 2177]
lead-subheadline: ☛ ਧਰਨੇ ਦੌਰਾਨ ਦੋਵੇਂ ਧਿਰਾਂ ਵਿਚਕਾਰ ਹੋਈ ਬਹਿਸਬਾਜ਼ੀ, ਨਹੀਂ ਹੋਇਆ ਸਮੱਸਿਆ ਦਾ ਹੱਲ	[381, 225, 1142, 245]
article-music-industry	[1150, 61, 1506, 348]
column-divider	[1146, 61, 1147, 2379]
photo-video-editor	[1306, 112, 1506, 309]
divider	[1150, 1280, 1506, 1282]
color-bar	[712, 2394, 801, 2407]
photo-farmer-union-meeting	[1150, 1004, 1506, 1178]
divider	[6, 627, 373, 628]
lead-article-council-protest	[381, 61, 1142, 668]
headline: ਮੂਨੀ ਲਾਲ ਲਾਈਨਮੈਨ ਦੇ ਅਹੁਦੇ ਤੋਂ ਹੋਏ ਸੇਵਾ ਮੁਕਤ	[1150, 1877, 1464, 1898]
photo-inauguration	[6, 916, 373, 1081]
article-akal-university	[6, 636, 373, 822]
article-adarsh-school	[1150, 941, 1506, 1269]
article-body: ਤਲਵੰਡੀ ਸਾਬੋ 30 ਜੂਨ (ਰਾਹੀ ਮਾਨ ਸਿੰਘ) ਅਕਾਲ ਯੂਨੀਵਰਸਿਟੀ ਦੇ ਐਨ.ਐਸ.ਐਸ. ਵਿਭਾਗ ਵੱਲੋਂ ਨਸ਼ਾ ਵਿਰੋਧੀ ਦਿਵਸ ਨੂੰ ਸਮਰਪਿਤ ਜਾਗਰੂਕਤਾ ਸਮਾਗਮ ਕਰਵਾਇਆ ਗਿਆ। ਮੁੱਖ ਬੁਲਾਰੇ ਨੇ ਵਿਦਿਆਰਥੀਆਂ ਨੂੰ ਨਸ਼ਿਆਂ ਦੇ ਮਾੜੇ ਪ੍ਰਭਾਵਾਂ ਬਾਰੇ ਜਾਣੂ ਕਰਵਾਇਆ ਅਤੇ ਸਿਹਤਮੰਦ ਜੀਵਨ ਸ਼ੈਲੀ ਅਪਣਾਉਣ ਲਈ ਪ੍ਰੇਰਿਤ ਕੀਤਾ। ਵਿਦਿਆਰਥੀਆਂ ਵੱਲੋਂ ਪੋਸਟਰ ਮੇਕਿੰਗ ਅਤੇ ਭਾਸ਼ਣ ਮੁਕਾਬਲੇ ਵੀ ਕਰਵਾਏ ਗਏ ਅਤੇ ਜੇਤੂਆਂ ਨੂੰ ਇਨਾਮ ਦਿੱਤੇ ਗਏ।	[131, 689, 373, 812]
article-body: ਮਾਨਸਾ,30 ਜੂਨ (ਜਸਵੰਤ ਸਿੰਘ ਗਰੀਬ) ਆਦਰਸ਼ ਸਕੂਲ ਭਾਖ਼ਲ ਦੇ 21 ਅਧਿਆਪਕਾਂ ਨੂੰ ਸਕੂਲ ਤੋਂ ਕੱਢੇ ਜਾਣ ਦੇ ਮਾਮਲੇ ਵਿੱਚ ਕਿਸਾਨ ਯੂਨੀਅਨ ਦੇ ਆਗੂਆਂ ਨੇ ਪ੍ਰਸ਼ਾਸਨ ਨਾਲ ਮੀਟਿੰਗ ਕੀਤੀ ਜੋ ਬੇਸਿੱਟਾ ਰਹੀ। ਆਗੂਆਂ ਨੇ ਕਿਹਾ ਕਿ ਅਧਿਆਪਕਾਂ ਨੂੰ ਤੁਰੰਤ ਬਹਾਲ ਕੀਤਾ ਜਾਵੇ।	[1150, 1183, 1506, 1228]
divider	[767, 1132, 1142, 1133]
lead-headline: ਨਗਰ ਕੌਂਸਲ ਬਾਹਰ ਕੌਂਸਲਰਾਂ ਵੱਲੋਂ ਕੂੜੇ ਸੰਬੰਧੀ ਲਾਇਆ ਧਰਨਾ ਬਣਿਆ ਰਾਜਨੀਤੀ ਦਾ ਅਖਾੜਾ	[384, 60, 1140, 221]
